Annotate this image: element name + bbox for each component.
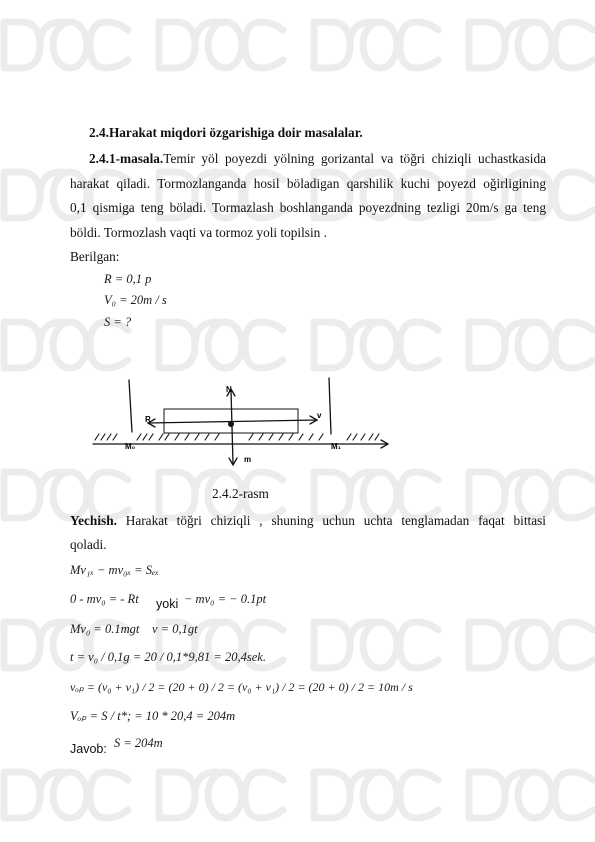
equation-4: t = v₀ / 0,1g = 20 / 0,1*9,81 = 20,4sek. <box>70 650 266 664</box>
problem-line-3: 0,1 qismiga teng böladi. Tormazlash boshlanganda poyezdning tezligi 20m/s ga teng <box>70 200 546 215</box>
equation-3b: v = 0,1gt <box>152 622 198 636</box>
given-line-3: S = ? <box>104 315 132 329</box>
given-line-1: R = 0,1 p <box>104 272 152 286</box>
figure-caption: 2.4.2-rasm <box>212 486 269 501</box>
equation-2-yoki: yoki <box>156 597 179 611</box>
answer-label: Javob: <box>70 742 107 756</box>
equation-5: vₒₚ = (v₀ + v₁) / 2 = (20 + 0) / 2 = (v₀ + v₁) / 2 = (20 + 0) / 2 = 10m / s <box>70 680 413 694</box>
label-M1: M₁ <box>331 442 341 451</box>
center-of-mass <box>228 421 234 427</box>
equation-3a: Mv₀ = 0.1mgt <box>70 622 140 636</box>
equation-2b: − mv₀ = − 0.1pt <box>184 592 267 606</box>
equation-1: Mv₁ₓ − mv₀ₓ = Sₑₓ <box>70 563 159 577</box>
solution-text-1: Harakat töğri chiziqli , shuning uchun uchta tenglamadan faqat bittasi <box>125 513 546 528</box>
label-v: v <box>317 411 322 420</box>
solution-line-1 <box>70 513 546 529</box>
problem-line-2: harakat qiladi. Tormozlanganda hosil böladigan qarshilik kuchi poyezd oğirligining <box>70 176 546 191</box>
given-line-2: V₀ = 20m / s <box>104 293 167 307</box>
equation-2a: 0 - mv₀ = - Rt <box>70 592 139 606</box>
solution-line-2: qoladi. <box>70 537 107 552</box>
label-mg: m <box>244 455 252 464</box>
solution-label: Yechish. <box>70 513 117 528</box>
problem-line-1 <box>89 151 546 167</box>
motion-diagram <box>85 372 405 472</box>
label-R: R <box>145 415 151 424</box>
problem-line-4: böldi. Tormozlash vaqti va tormoz yoli topilsin . <box>70 225 327 240</box>
label-N: N <box>226 385 232 394</box>
answer-value: S = 204m <box>114 736 163 750</box>
label-M0: M₀ <box>125 442 136 451</box>
problem-text-1: Temir yöl poyezdi yölning gorizantal va töğri chiziqli uchastkasida <box>163 151 546 166</box>
section-heading: 2.4.Harakat miqdori özgarishiga doir masalalar. <box>89 125 363 140</box>
problem-label: 2.4.1-masala. <box>89 151 164 166</box>
normal-force-line <box>231 390 233 464</box>
equation-6: Vₒₚ = S / t*; = 10 * 20,4 = 204m <box>70 709 236 723</box>
given-label: Berilgan: <box>70 249 120 264</box>
right-post <box>329 378 331 434</box>
left-post <box>129 380 132 432</box>
